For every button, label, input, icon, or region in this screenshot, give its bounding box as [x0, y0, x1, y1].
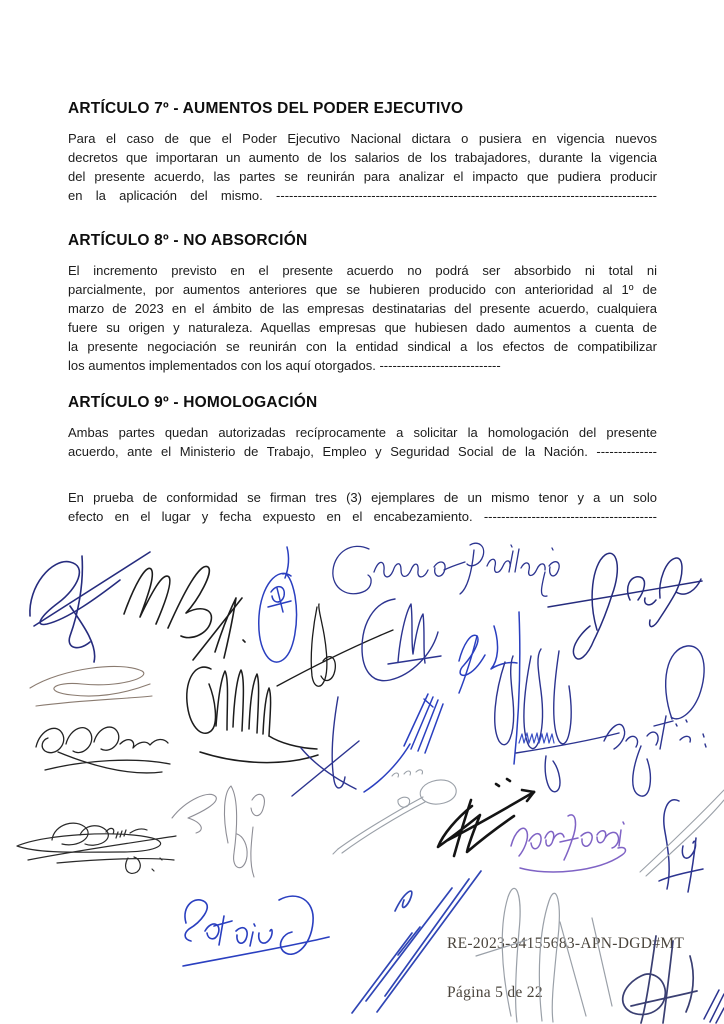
document-body: [68, 101, 657, 526]
signature-gustavo-pellingeri: [333, 543, 559, 596]
article-8-heading: ARTÍCULO 8º - NO ABSORCIÓN: [68, 232, 308, 249]
signature-navy-fut: [659, 800, 703, 892]
article-9-paragraph: [68, 423, 657, 461]
closing-paragraph: [68, 488, 657, 526]
signature-navy-pregnutti: [604, 646, 706, 796]
signature-brown-swirl: [30, 666, 152, 706]
article-7-section: [68, 101, 657, 205]
text-line: Ambas partes quedan autorizadas recíprocamente a solicitar la homologación del presente: [68, 425, 657, 440]
article-8-section: [68, 233, 657, 375]
text-line: del presente acuerdo, las partes se reunirán para analizar el impacto que pudiera producir: [68, 169, 657, 184]
article-8-paragraph: [68, 261, 657, 375]
signature-navy-flourish: [548, 553, 702, 659]
text-line: efecto en el lugar y fecha expuesto en el encabezamiento. ----------------------------------------: [68, 509, 657, 524]
signature-black-ellipse-tail: [17, 823, 176, 873]
text-line: acuerdo, ante el Ministerio de Trabajo, Empleo y Seguridad Social de la Nación. --------------: [68, 444, 657, 459]
text-line: fuere su origen y naturaleza. Aquellas empresas que hubiesen dado aumentos a cuenta de: [68, 320, 657, 335]
signature-blue-oval: [259, 547, 297, 662]
signature-navy-triple-loop: [495, 649, 619, 792]
signature-black-bold-zigzag: [438, 779, 534, 856]
signature-navy-monogram: [30, 552, 150, 662]
footer-reference: RE-2023-34155683-APN-DGD#MT: [447, 935, 685, 952]
text-line: marzo de 2023 en el ámbito de las empresas destinatarias del presente acuerdo, cualquiera: [68, 301, 657, 316]
signature-blue-hatch: [364, 694, 443, 792]
signature-navy-arc-m: [362, 599, 441, 681]
signature-gray-balloon-flourish: [333, 770, 456, 854]
signature-purple-cursive: [511, 815, 625, 872]
footer-page-indicator: Página 5 de 22: [447, 984, 543, 1001]
text-line: la presente negociación se reunirán con la entidad sindical a los efectos de compatibilizar: [68, 339, 657, 354]
article-9-heading: ARTÍCULO 9º - HOMOLOGACIÓN: [68, 394, 318, 411]
signature-navy-vertical-cross: [292, 697, 359, 796]
text-line: Para el caso de que el Poder Ejecutivo Nacional dictara o pusiera en vigencia nuevos: [68, 131, 657, 146]
article-7-paragraph: [68, 129, 657, 205]
signature-black-loop-line: [277, 604, 393, 686]
text-line: En prueba de conformidad se firman tres (3) ejemplares de un mismo tenor y a un solo: [68, 490, 657, 505]
text-line: parcialmente, por aumentos anteriores que se hubieren producido con anterioridad al 1º de: [68, 282, 657, 297]
article-9-section: [68, 395, 657, 461]
text-line: decretos que importaran un aumento de los salarios de los trabajadores, durante la vigencia: [68, 150, 657, 165]
article-7-heading: ARTÍCULO 7º - AUMENTOS DEL PODER EJECUTIVO: [68, 100, 464, 117]
signature-gray-butterfly: [172, 786, 264, 877]
text-line: los aumentos implementados con los aquí otorgados. ----------------------------: [68, 358, 501, 373]
signature-navy-corner-strokes: [704, 990, 724, 1023]
text-line: en la aplicación del mismo. ----------------------------------------------------------------------------------------: [68, 188, 657, 203]
signature-black-rings: [36, 727, 170, 773]
signature-blue-pstaing: [183, 896, 329, 966]
signature-black-initials: [124, 566, 245, 660]
text-line: El incremento previsto en el presente acuerdo no podrá ser absorbido ni total ni: [68, 263, 657, 278]
signature-gray-right-diagonals: [640, 790, 724, 876]
signature-black-picket-loops: [187, 667, 318, 762]
signature-blue-pl: [459, 612, 520, 764]
